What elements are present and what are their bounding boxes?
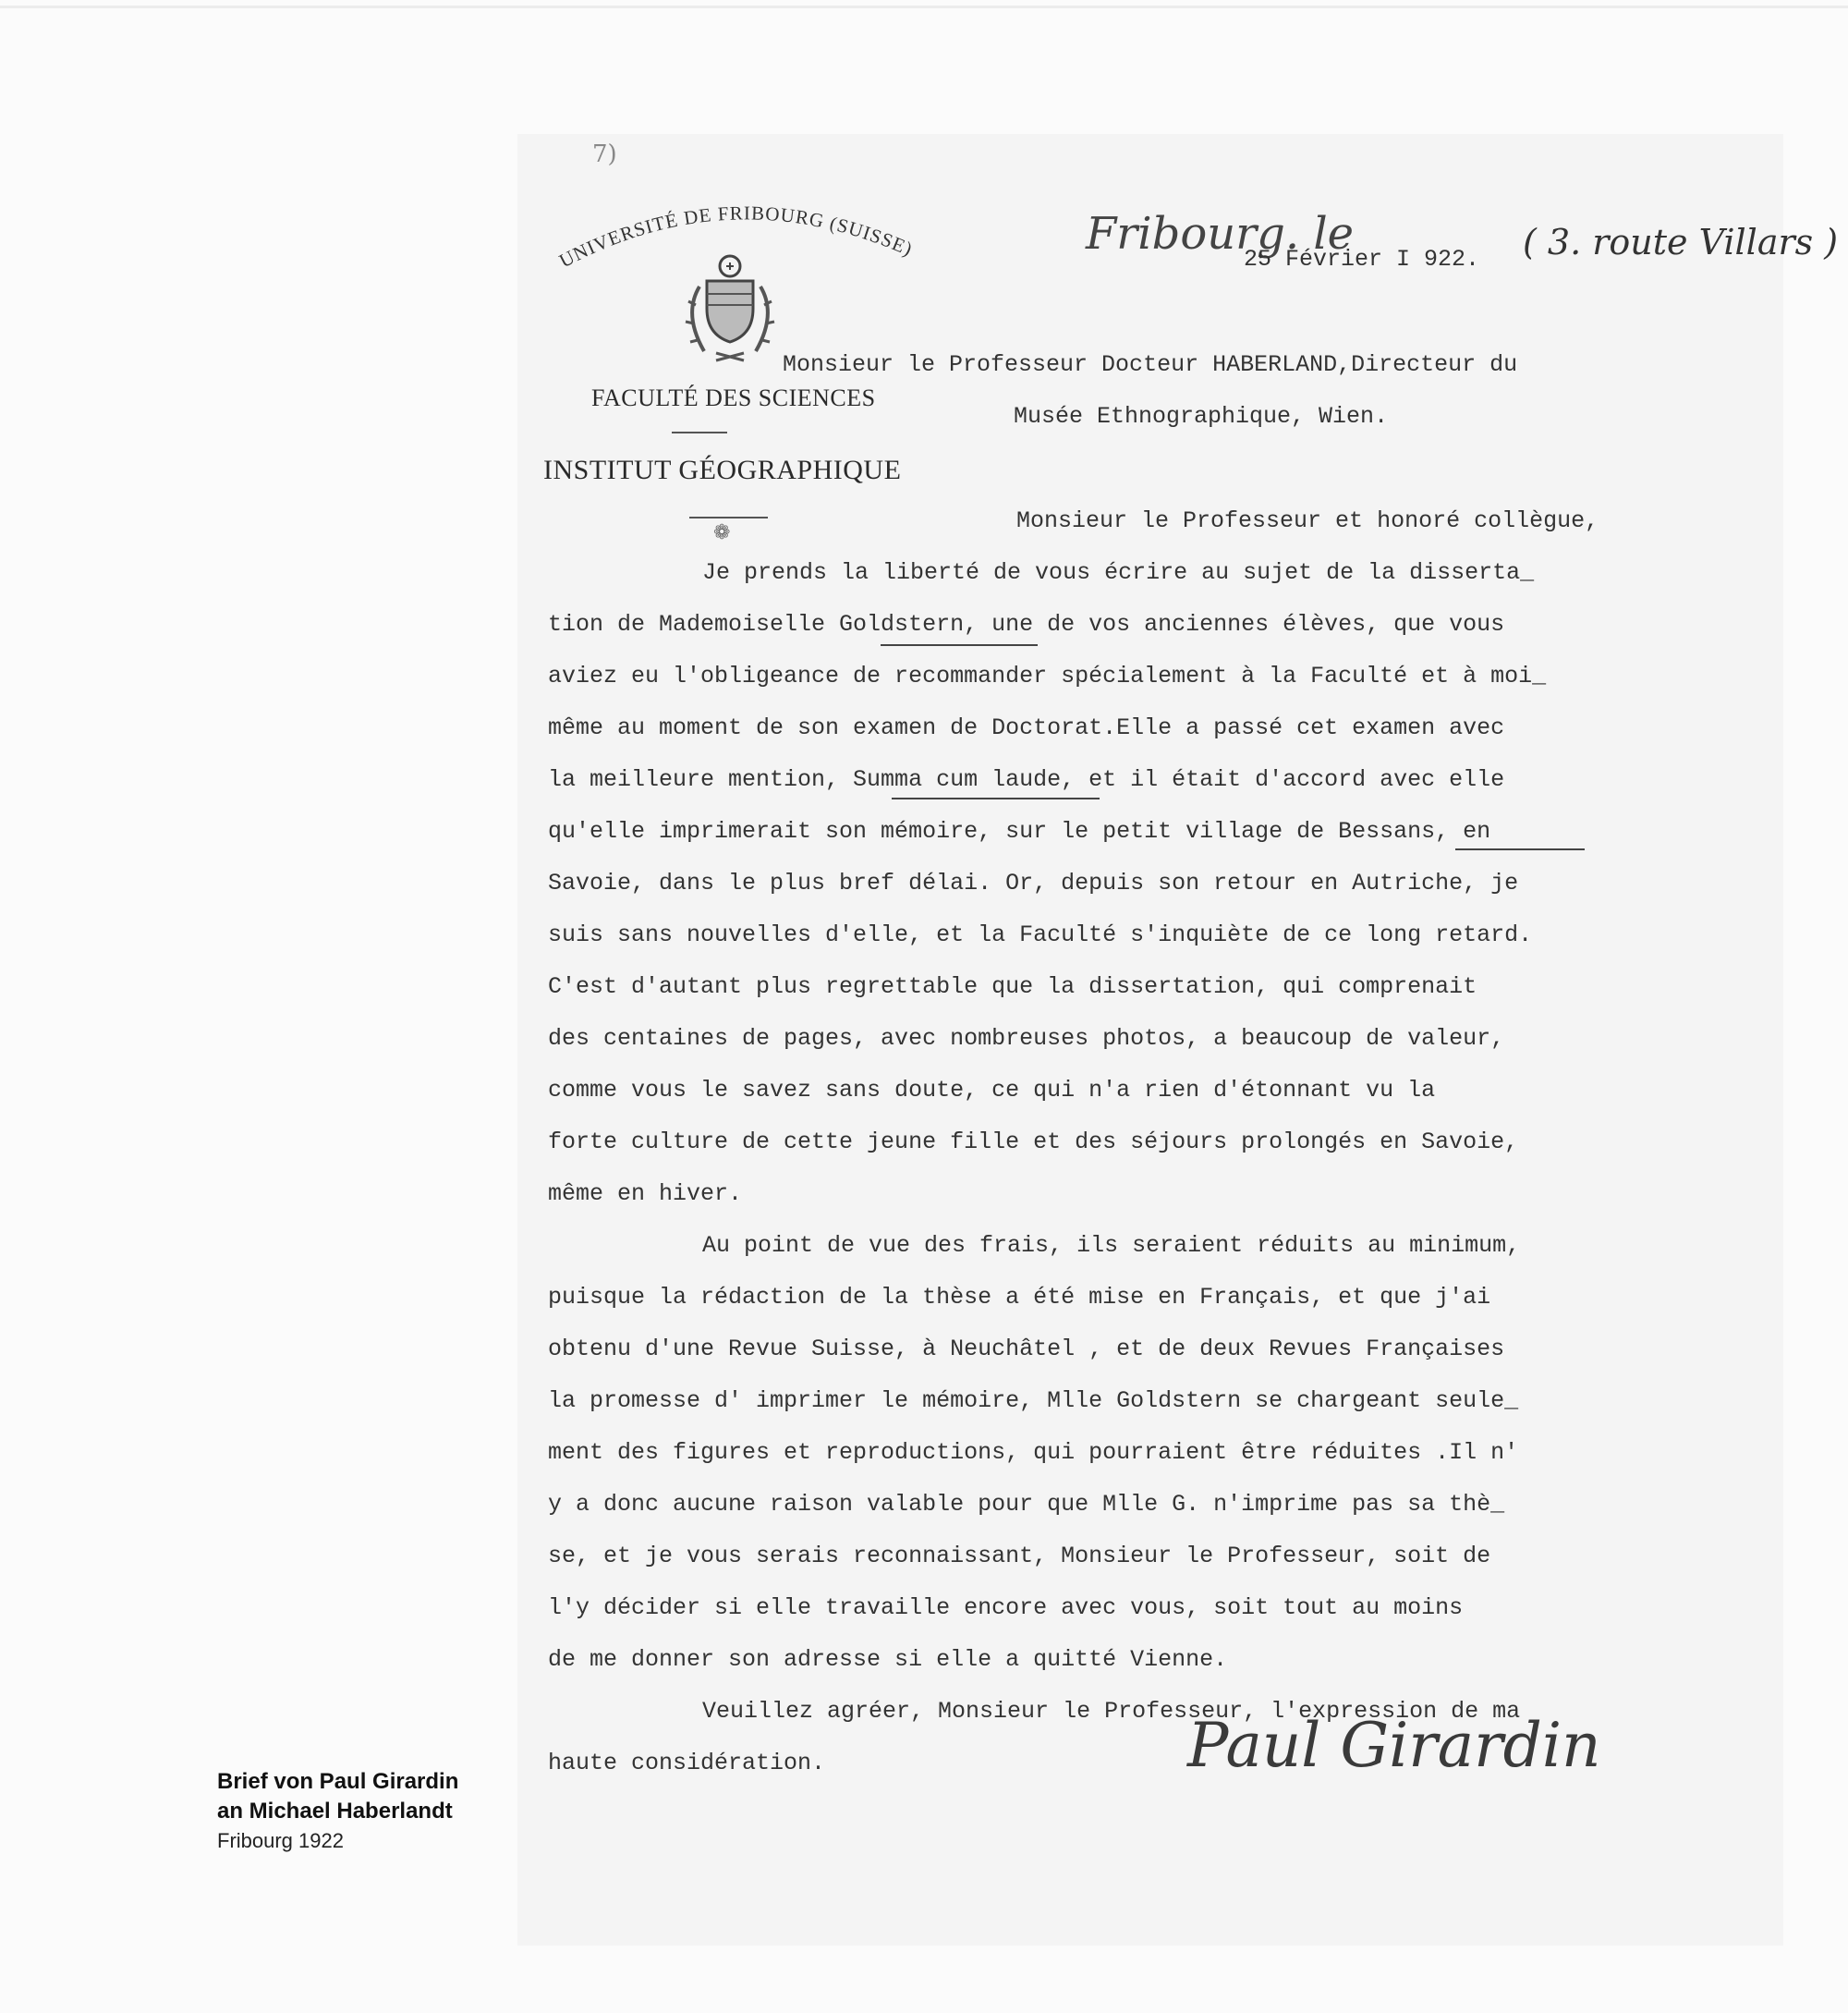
university-name: UNIVERSITÉ DE FRIBOURG (SUISSE) [555,201,917,273]
body-line: de me donner son adresse si elle a quitté Vienne. [548,1646,1228,1673]
recipient-line-2: Musée Ethnographique, Wien. [1014,403,1389,430]
body-line: ment des figures et reproductions, qui pourraient être réduites .Il n' [548,1439,1519,1466]
body-line: Je prends la liberté de vous écrire au sujet de la disserta_ [702,559,1535,586]
body-line: se, et je vous serais reconnaissant, Monsieur le Professeur, soit de [548,1543,1491,1569]
salutation: Monsieur le Professeur et honoré collègue, [1016,507,1599,534]
body-line: tion de Mademoiselle Goldstern, une de vos anciennes élèves, que vous [548,611,1505,638]
body-line: des centaines de pages, avec nombreuses photos, a beaucoup de valeur, [548,1025,1505,1052]
handwritten-underline [1455,848,1585,850]
handwritten-place: Fribourg. le [1086,208,1355,260]
recipient-line-1: Monsieur le Professeur Docteur HABERLAND,Directeur du [783,351,1518,378]
faculty-name: FACULTÉ DES SCIENCES [591,384,876,411]
body-line: Savoie, dans le plus bref délai. Or, depuis son retour en Autriche, je [548,870,1519,897]
body-line: suis sans nouvelles d'elle, et la Faculté s'inquiète de ce long retard. [548,921,1533,948]
body-line: aviez eu l'obligeance de recommander spécialement à la Faculté et à moi_ [548,663,1547,689]
caption-place-year: Fribourg 1922 [217,1829,344,1852]
caption-title-line1: Brief von Paul Girardin [217,1769,459,1794]
handwritten-underline [892,798,1100,799]
body-line: l'y décider si elle travaille encore avec vous, soit tout au moins [548,1594,1464,1621]
divider [689,517,768,518]
archive-page-mark: 7) [592,140,617,168]
body-line: haute considération. [548,1750,826,1776]
ornament-icon: ❁ [713,520,731,543]
top-border [0,6,1848,8]
handwritten-address: ( 3. route Villars ) [1523,222,1839,262]
handwritten-underline [881,644,1038,646]
typed-date: 25 Février I 922. [1244,246,1480,273]
institute-name: INSTITUT GÉOGRAPHIQUE [543,455,902,485]
body-line: même au moment de son examen de Doctorat.Elle a passé cet examen avec [548,714,1505,741]
body-line: la promesse d' imprimer le mémoire, Mlle Goldstern se chargeant seule_ [548,1387,1519,1414]
body-line: comme vous le savez sans doute, ce qui n'a rien d'étonnant vu la [548,1077,1436,1104]
body-line: puisque la rédaction de la thèse a été mise en Français, et que j'ai [548,1284,1491,1311]
divider [672,432,727,433]
handwritten-signature: Paul Girardin [1187,1710,1601,1781]
body-line: y a donc aucune raison valable pour que Mlle G. n'imprime pas sa thè_ [548,1491,1505,1518]
body-line: la meilleure mention, Summa cum laude, et il était d'accord avec elle [548,766,1505,793]
body-line: obtenu d'une Revue Suisse, à Neuchâtel , et de deux Revues Françaises [548,1336,1505,1362]
body-line: même en hiver. [548,1180,743,1207]
body-line: qu'elle imprimerait son mémoire, sur le petit village de Bessans, en [548,818,1491,845]
university-crest-icon [679,250,781,370]
body-line: Veuillez agréer, Monsieur le Professeur, l'expression de ma [702,1698,1521,1725]
figure-caption [217,1767,522,1856]
body-line: forte culture de cette jeune fille et des séjours prolongés en Savoie, [548,1128,1519,1155]
body-line: Au point de vue des frais, ils seraient réduits au minimum, [702,1232,1521,1259]
body-line: C'est d'autant plus regrettable que la dissertation, qui comprenait [548,973,1477,1000]
caption-title-line2: an Michael Haberlandt [217,1799,453,1824]
